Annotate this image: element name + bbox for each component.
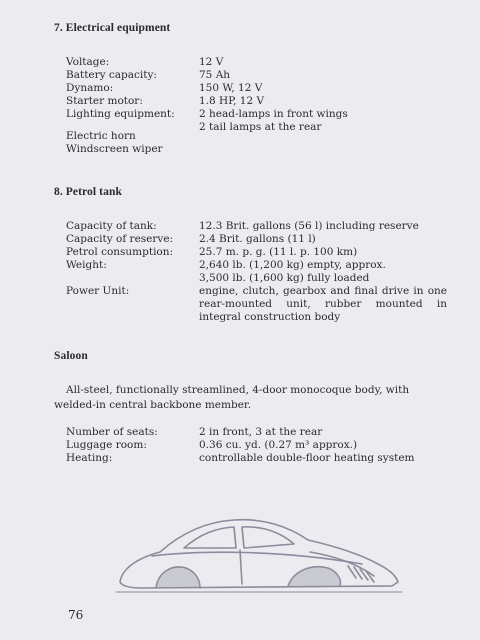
spec-label: Lighting equipment:	[66, 108, 175, 120]
section-heading-petrol: 8. Petrol tank	[54, 186, 122, 198]
spec-label: Luggage room:	[66, 439, 147, 451]
spec-label: Dynamo:	[66, 82, 114, 94]
spec-label: Heating:	[66, 452, 113, 464]
spec-value: controllable double-floor heating system	[199, 452, 415, 464]
spec-label: Electric horn	[66, 130, 136, 142]
spec-label: Power Unit:	[66, 285, 130, 297]
page-number: 76	[68, 608, 84, 622]
spec-value: 2 head-lamps in front wings	[199, 108, 348, 120]
spec-value: 75 Ah	[199, 69, 231, 81]
section-heading-electrical: 7. Electrical equipment	[54, 22, 171, 34]
section-heading-saloon: Saloon	[54, 350, 88, 362]
spec-label: Petrol consumption:	[66, 246, 174, 258]
spec-label: Weight:	[66, 259, 107, 271]
spec-label: Voltage:	[66, 56, 110, 68]
spec-value: 0.36 cu. yd. (0.27 m³ approx.)	[199, 439, 358, 451]
spec-value: 12.3 Brit. gallons (56 l) including reserve	[199, 220, 419, 232]
streamlined-car-icon	[112, 512, 404, 598]
spec-value: 2,640 lb. (1,200 kg) empty, approx.	[199, 259, 386, 271]
spec-label: Battery capacity:	[66, 69, 157, 81]
spec-value: 25.7 m. p. g. (11 l. p. 100 km)	[199, 246, 358, 258]
spec-value-power-unit: engine, clutch, gearbox and final drive in one rear-mounted unit, rubber mounted in integral construction body	[199, 285, 447, 323]
spec-value: 12 V	[199, 56, 224, 68]
spec-label: Starter motor:	[66, 95, 143, 107]
spec-value: 1.8 HP, 12 V	[199, 95, 265, 107]
spec-label: Windscreen wiper	[66, 143, 163, 155]
spec-label: Capacity of tank:	[66, 220, 157, 232]
spec-value: 2 in front, 3 at the rear	[199, 426, 323, 438]
spec-value: 150 W, 12 V	[199, 82, 263, 94]
spec-label: Capacity of reserve:	[66, 233, 174, 245]
spec-value: 2.4 Brit. gallons (11 l)	[199, 233, 316, 245]
spec-value: 2 tail lamps at the rear	[199, 121, 322, 133]
spec-value: 3,500 lb. (1,600 kg) fully loaded	[199, 272, 370, 284]
saloon-description: All-steel, functionally streamlined, 4-door monocoque body, with welded-in central backbone member.	[54, 384, 410, 411]
spec-label: Number of seats:	[66, 426, 158, 438]
